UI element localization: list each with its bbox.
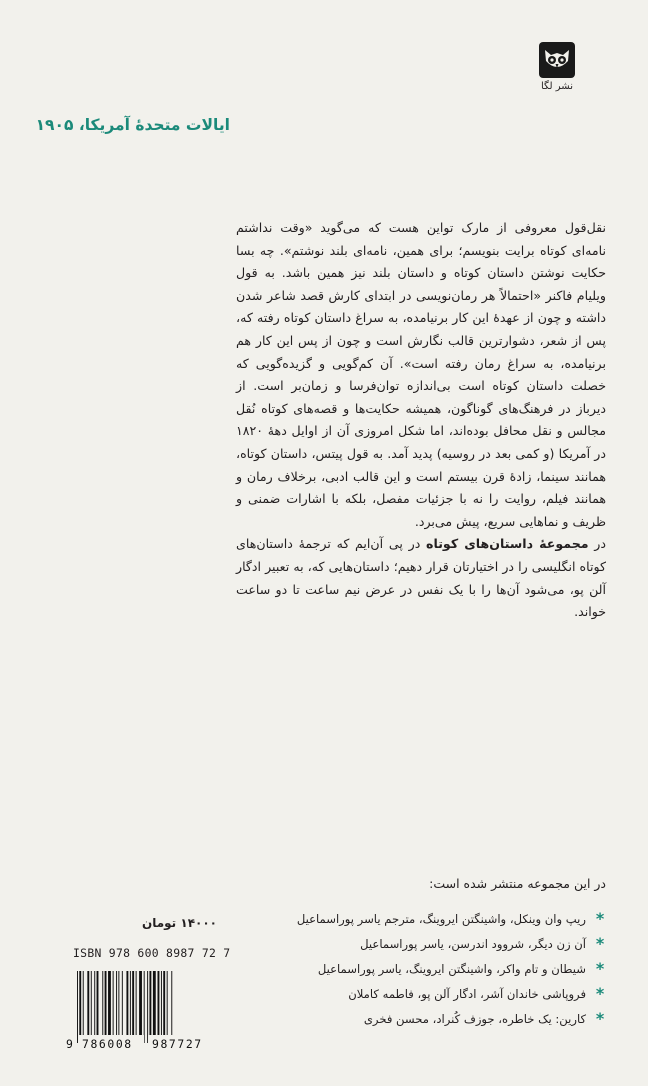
asterisk-icon: * — [595, 934, 605, 953]
list-item-label: آن زن دیگر، شروود اندرسن، یاسر پوراسماعیل — [360, 936, 586, 951]
owl-icon — [539, 42, 575, 78]
series-list — [290, 906, 606, 1031]
isbn-text: ISBN 978 600 8987 72 7 — [73, 946, 231, 960]
list-item — [290, 931, 606, 956]
asterisk-icon: * — [595, 959, 605, 978]
publisher-caption: نشر لگا — [540, 81, 574, 92]
barcode — [64, 963, 220, 1053]
price: ۱۴۰۰۰ تومان — [141, 916, 217, 930]
barcode-digits-group1: 786008 — [82, 1037, 133, 1051]
barcode-digit-left: 9 — [66, 1037, 73, 1051]
paragraph-2-suffix: در پی آن‌ایم که ترجمهٔ داستان‌های کوتاه انگلیسی را در اختیارتان قرار دهیم؛ داستان‌هایی که، به تعبیر ادگار آلن پو، می‌شود آن‌ها را با یک نفس در عرض نیم ساعت تا دو ساعت خواند. — [236, 536, 606, 620]
book-title: ایالات متحدهٔ آمریکا، ۱۹۰۵ — [35, 116, 230, 134]
description-paragraph-1: نقل‌قول معروفی از مارک تواین هست که می‌گوید «وقت نداشتم نامه‌ای کوتاه برایت بنویسم؛ برای همین، نامه‌ای بلند نوشتم». چه بسا حکایت نوشتن داستان کوتاه و داستان بلند نیز همین باشد. به قول ویلیام فاکنر «احتمالاً هر رمان‌نویسی در ابتدای کارش قصد شاعر شدن داشته و چون از عهدهٔ این کار برنیامده، به سراغ داستان کوتاه رفته که، پس از شعر، دشوارترین قالب نگارش است و چون از پس این کار هم برنیامده، به سراغ رمان رفته است». آن کم‌گویی و گزیده‌گویی که خصلت داستان کوتاه است بی‌اندازه توان‌فرسا و زمان‌بر است. از دیرباز در فرهنگ‌های گوناگون، همیشه حکایت‌ها و قصه‌های کوتاه نُقل مجالس و نقل محافل بوده‌اند، اما شکل امروزی آن از اوایل دههٔ ۱۸۲۰ در آمریکا (و کمی بعد در روسیه) پدید آمد. به قول پیتس، داستان کوتاه، همانند سینما، زادهٔ قرن بیستم است و این قالب ادبی، برخلاف رمان و همانند فیلم، روایت را نه با جزئیات مفصل، بلکه با اشارات ضمنی و ظریف و نماهایی سریع، پیش می‌برد. — [236, 220, 606, 529]
barcode-digits-group2: 987727 — [152, 1037, 203, 1051]
description-paragraph-2 — [236, 533, 606, 623]
list-item-label: ریپ وان وینکل، واشینگتن ایروینگ، مترجم یاسر پوراسماعیل — [296, 911, 586, 926]
list-item-label: فروپاشی خاندان آشر، ادگار آلن پو، فاطمه کاملان — [348, 986, 586, 1001]
publisher-logo — [536, 42, 578, 100]
list-item-label: کارین: یک خاطره، جوزف کُنراد، محسن فخری — [363, 1011, 586, 1026]
list-item-label: شیطان و تام واکر، واشینگتن ایروینگ، یاسر پوراسماعیل — [317, 961, 586, 976]
paragraph-2-prefix: در — [588, 536, 606, 552]
description — [236, 217, 606, 624]
asterisk-icon: * — [595, 1009, 605, 1028]
asterisk-icon: * — [595, 984, 605, 1003]
list-item — [290, 906, 606, 931]
list-item — [290, 1006, 606, 1031]
series-heading: در این مجموعه منتشر شده است: — [429, 876, 606, 891]
series-name: مجموعهٔ داستان‌های کوتاه — [426, 536, 589, 552]
list-item — [290, 981, 606, 1006]
list-item — [290, 956, 606, 981]
asterisk-icon: * — [595, 909, 605, 928]
